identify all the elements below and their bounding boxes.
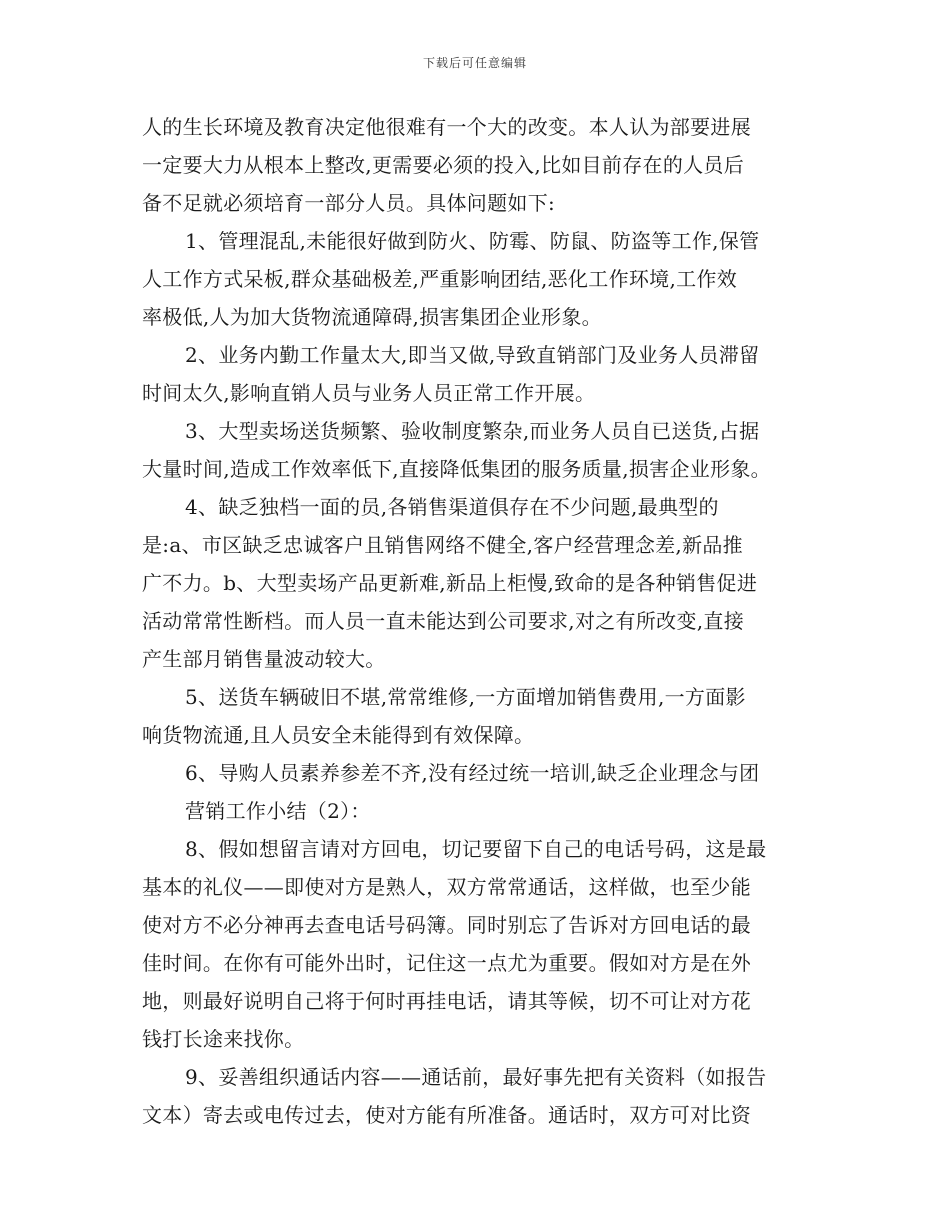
text-line: 6、导购人员素养参差不齐,没有经过统一培训,缺乏企业理念与团 [185, 761, 760, 785]
document-body [142, 108, 810, 1134]
text-line: 1、管理混乱,未能很好做到防火、防霉、防鼠、防盗等工作,保管 [185, 229, 760, 253]
text-line: 8、假如想留言请对方回电，切记要留下自己的电话号码，这是最 [185, 837, 767, 861]
text-line: 佳时间。在你有可能外出时，记住这一点尤为重要。假如对方是在外 [142, 951, 751, 975]
text-line: 文本）寄去或电传过去，使对方能有所准备。通话时，双方可对比资 [142, 1103, 751, 1127]
text-line: 产生部月销售量波动较大。 [142, 647, 386, 671]
text-line: 活动常常性断档。而人员一直未能达到公司要求,对之有所改变,直接 [142, 609, 745, 633]
text-line: 使对方不必分神再去查电话号码簿。同时别忘了告诉对方回电话的最 [142, 913, 751, 937]
text-line: 大量时间,造成工作效率低下,直接降低集团的服务质量,损害企业形象。 [142, 457, 771, 481]
text-line: 响货物流通,且人员安全未能得到有效保障。 [142, 723, 535, 747]
text-line: 率极低,人为加大货物流通障碍,损害集团企业形象。 [142, 305, 602, 329]
text-line: 3、大型卖场送货频繁、验收制度繁杂,而业务人员自已送货,占据 [185, 419, 760, 443]
text-line: 人的生长环境及教育决定他很难有一个大的改变。本人认为部要进展 [142, 115, 751, 139]
text-line: 是:a、市区缺乏忠诚客户且销售网络不健全,客户经营理念差,新品推 [142, 533, 743, 557]
text-line: 广不力。b、大型卖场产品更新难,新品上柜慢,致命的是各种销售促进 [142, 571, 758, 595]
text-line: 地，则最好说明自己将于何时再挂电话，请其等候，切不可让对方花 [142, 989, 751, 1013]
text-line: 时间太久,影响直销人员与业务人员正常工作开展。 [142, 381, 596, 405]
text-line: 备不足就必须培育一部分人员。具体问题如下: [142, 191, 556, 215]
text-line: 营销工作小结（2）： [185, 799, 371, 823]
text-line: 5、送货车辆破旧不堪,常常维修,一方面增加销售费用,一方面影 [185, 685, 746, 709]
text-line: 4、缺乏独档一面的员,各销售渠道俱存在不少问题,最典型的 [185, 495, 719, 519]
text-line: 一定要大力从根本上整改,更需要必须的投入,比如目前存在的人员后 [142, 153, 745, 177]
text-line: 基本的礼仪——即使对方是熟人，双方常常通话，这样做，也至少能 [142, 875, 751, 899]
text-line: 钱打长途来找你。 [142, 1027, 305, 1051]
text-line: 9、妥善组织通话内容——通话前，最好事先把有关资料（如报告 [185, 1065, 767, 1089]
text-line: 2、业务内勤工作量太大,即当又做,导致直销部门及业务人员滞留 [185, 343, 760, 367]
page-header: 下载后可任意编辑 [422, 56, 527, 70]
text-line: 人工作方式呆板,群众基础极差,严重影响团结,恶化工作环境,工作效 [142, 267, 738, 291]
